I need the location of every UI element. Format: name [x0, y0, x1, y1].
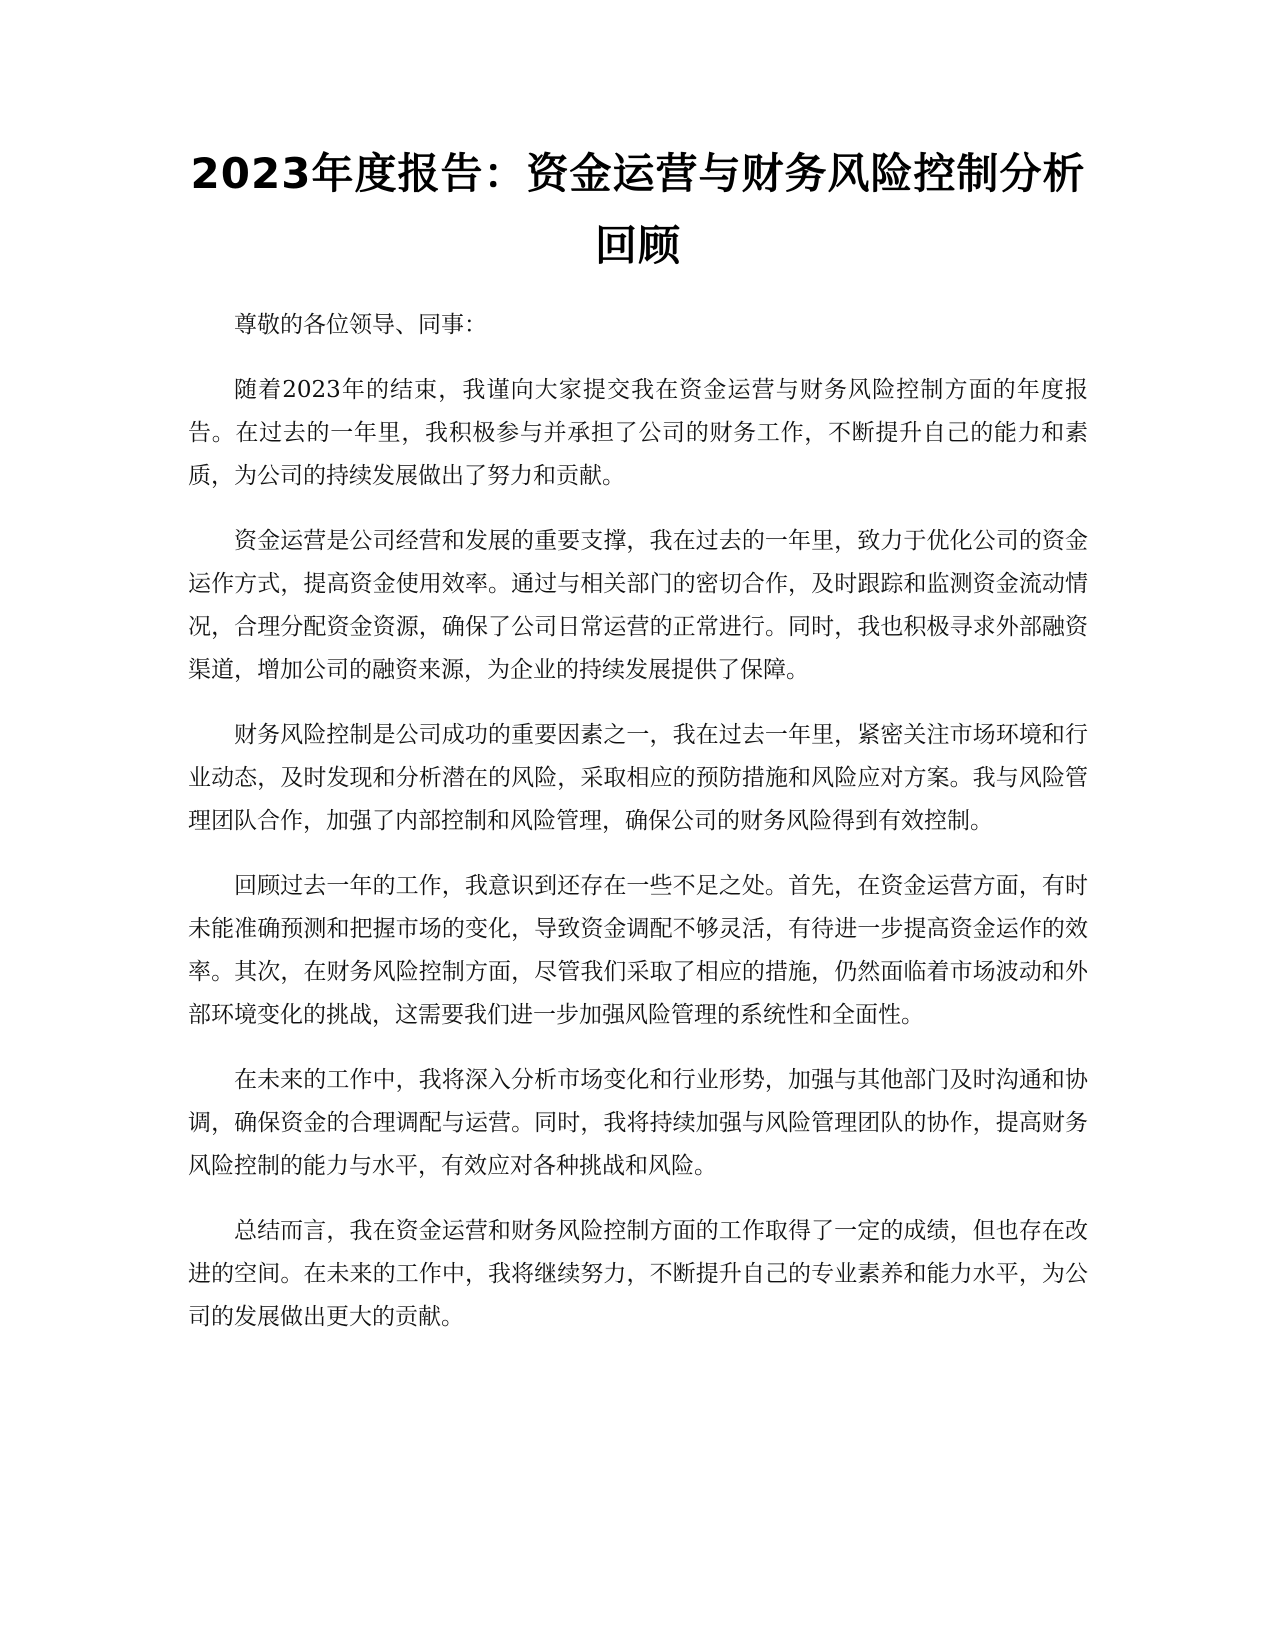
paragraph-6: 总结而言，我在资金运营和财务风险控制方面的工作取得了一定的成绩，但也存在改进的空间。在未来的工作中，我将继续努力，不断提升自己的专业素养和能力水平，为公司的发展做出更大的贡献。: [188, 1218, 1088, 1330]
document-title: 2023年度报告：资金运营与财务风险控制分析回顾: [190, 149, 1086, 270]
paragraph-2: 资金运营是公司经营和发展的重要支撑，我在过去的一年里，致力于优化公司的资金运作方式，提高资金使用效率。通过与相关部门的密切合作，及时跟踪和监测资金流动情况，合理分配资金资源，确保了公司日常运营的正常进行。同时，我也积极寻求外部融资渠道，增加公司的融资来源，为企业的持续发展提供了保障。: [188, 528, 1088, 683]
paragraph-1: 随着2023年的结束，我谨向大家提交我在资金运营与财务风险控制方面的年度报告。在过去的一年里，我积极参与并承担了公司的财务工作，不断提升自己的能力和素质，为公司的持续发展做出了努力和贡献。: [188, 377, 1088, 489]
salutation: 尊敬的各位领导、同事：: [234, 312, 487, 338]
paragraph-4: 回顾过去一年的工作，我意识到还存在一些不足之处。首先，在资金运营方面，有时未能准确预测和把握市场的变化，导致资金调配不够灵活，有待进一步提高资金运作的效率。其次，在财务风险控制方面，尽管我们采取了相应的措施，仍然面临着市场波动和外部环境变化的挑战，这需要我们进一步加强风险管理的系统性和全面性。: [188, 873, 1088, 1028]
paragraph-5: 在未来的工作中，我将深入分析市场变化和行业形势，加强与其他部门及时沟通和协调，确保资金的合理调配与运营。同时，我将持续加强与风险管理团队的协作，提高财务风险控制的能力与水平，有效应对各种挑战和风险。: [188, 1067, 1088, 1179]
document-page: [188, 138, 1088, 1339]
paragraph-3: 财务风险控制是公司成功的重要因素之一，我在过去一年里，紧密关注市场环境和行业动态，及时发现和分析潜在的风险，采取相应的预防措施和风险应对方案。我与风险管理团队合作，加强了内部控制和风险管理，确保公司的财务风险得到有效控制。: [188, 722, 1088, 834]
